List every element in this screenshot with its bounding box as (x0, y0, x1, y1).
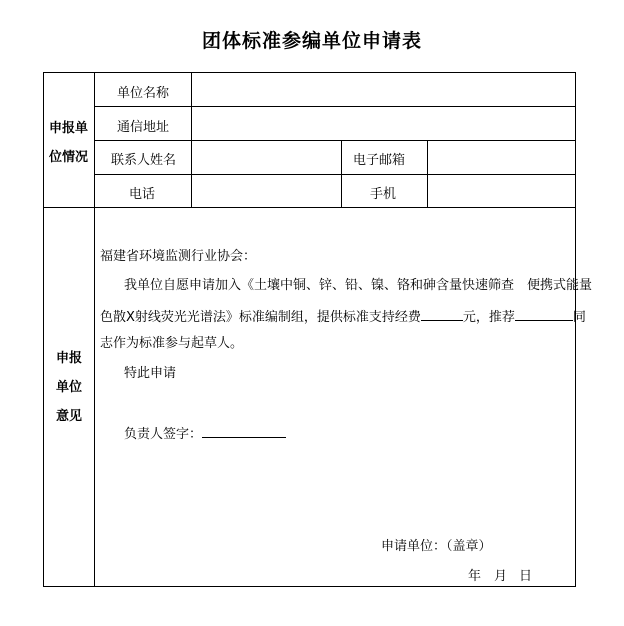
application-text-line2-c: 同 (572, 310, 586, 325)
email-label: 电子邮箱 (353, 153, 406, 168)
application-form-table (43, 72, 593, 587)
signature-blank[interactable] (202, 424, 286, 438)
addressee: 福建省环境监测行业协会： (100, 249, 257, 264)
application-text-line2 (100, 307, 586, 326)
application-text-line1: 我单位自愿申请加入《土壤中铜、锌、铅、镍、铬和砷含量快速筛查 便携式能量 (124, 278, 593, 293)
email-field[interactable] (428, 141, 575, 174)
form-title: 团体标准参编单位申请表 (201, 30, 422, 52)
recommended-person-blank[interactable] (515, 307, 573, 321)
unit-name-field[interactable] (192, 73, 575, 106)
address-label: 通信地址 (117, 120, 170, 135)
contact-name-field[interactable] (192, 141, 341, 174)
funding-amount-blank[interactable] (421, 307, 463, 321)
section2-label-line3: 意见 (56, 409, 83, 424)
phone-label: 电话 (129, 187, 156, 202)
field-divider (341, 140, 342, 208)
special-request-text: 特此申请 (124, 366, 177, 381)
section-divider (43, 207, 576, 208)
mobile-label: 手机 (370, 187, 397, 202)
signature-label: 负责人签字： (124, 427, 203, 442)
phone-field[interactable] (192, 175, 341, 207)
contact-name-label: 联系人姓名 (111, 153, 177, 168)
applicant-unit-stamp-label: 申请单位：（盖章） (381, 539, 492, 554)
table-border-left (43, 72, 44, 587)
date-year-label: 年 (468, 569, 482, 584)
unit-name-label: 单位名称 (117, 86, 170, 101)
date-day-label: 日 (519, 569, 533, 584)
section2-label-line2: 单位 (56, 380, 83, 395)
application-text-line2-a: 色散Ⅹ射线荧光光谱法》标准编制组，提供标准支持经费 (100, 310, 421, 325)
table-border-right (575, 72, 576, 587)
address-field[interactable] (192, 107, 575, 140)
signature-row (124, 424, 286, 443)
section2-label-line1: 申报 (56, 351, 83, 366)
section1-label-line1: 申报单 (49, 121, 89, 136)
date-month-label: 月 (494, 569, 508, 584)
table-border-bottom (43, 586, 576, 587)
application-text-line2-b: 元，推荐 (462, 310, 515, 325)
section1-label-line2: 位情况 (49, 150, 89, 165)
label-column-divider (94, 72, 95, 587)
application-text-line3: 志作为标准参与起草人。 (100, 336, 244, 351)
mobile-field[interactable] (428, 175, 575, 207)
